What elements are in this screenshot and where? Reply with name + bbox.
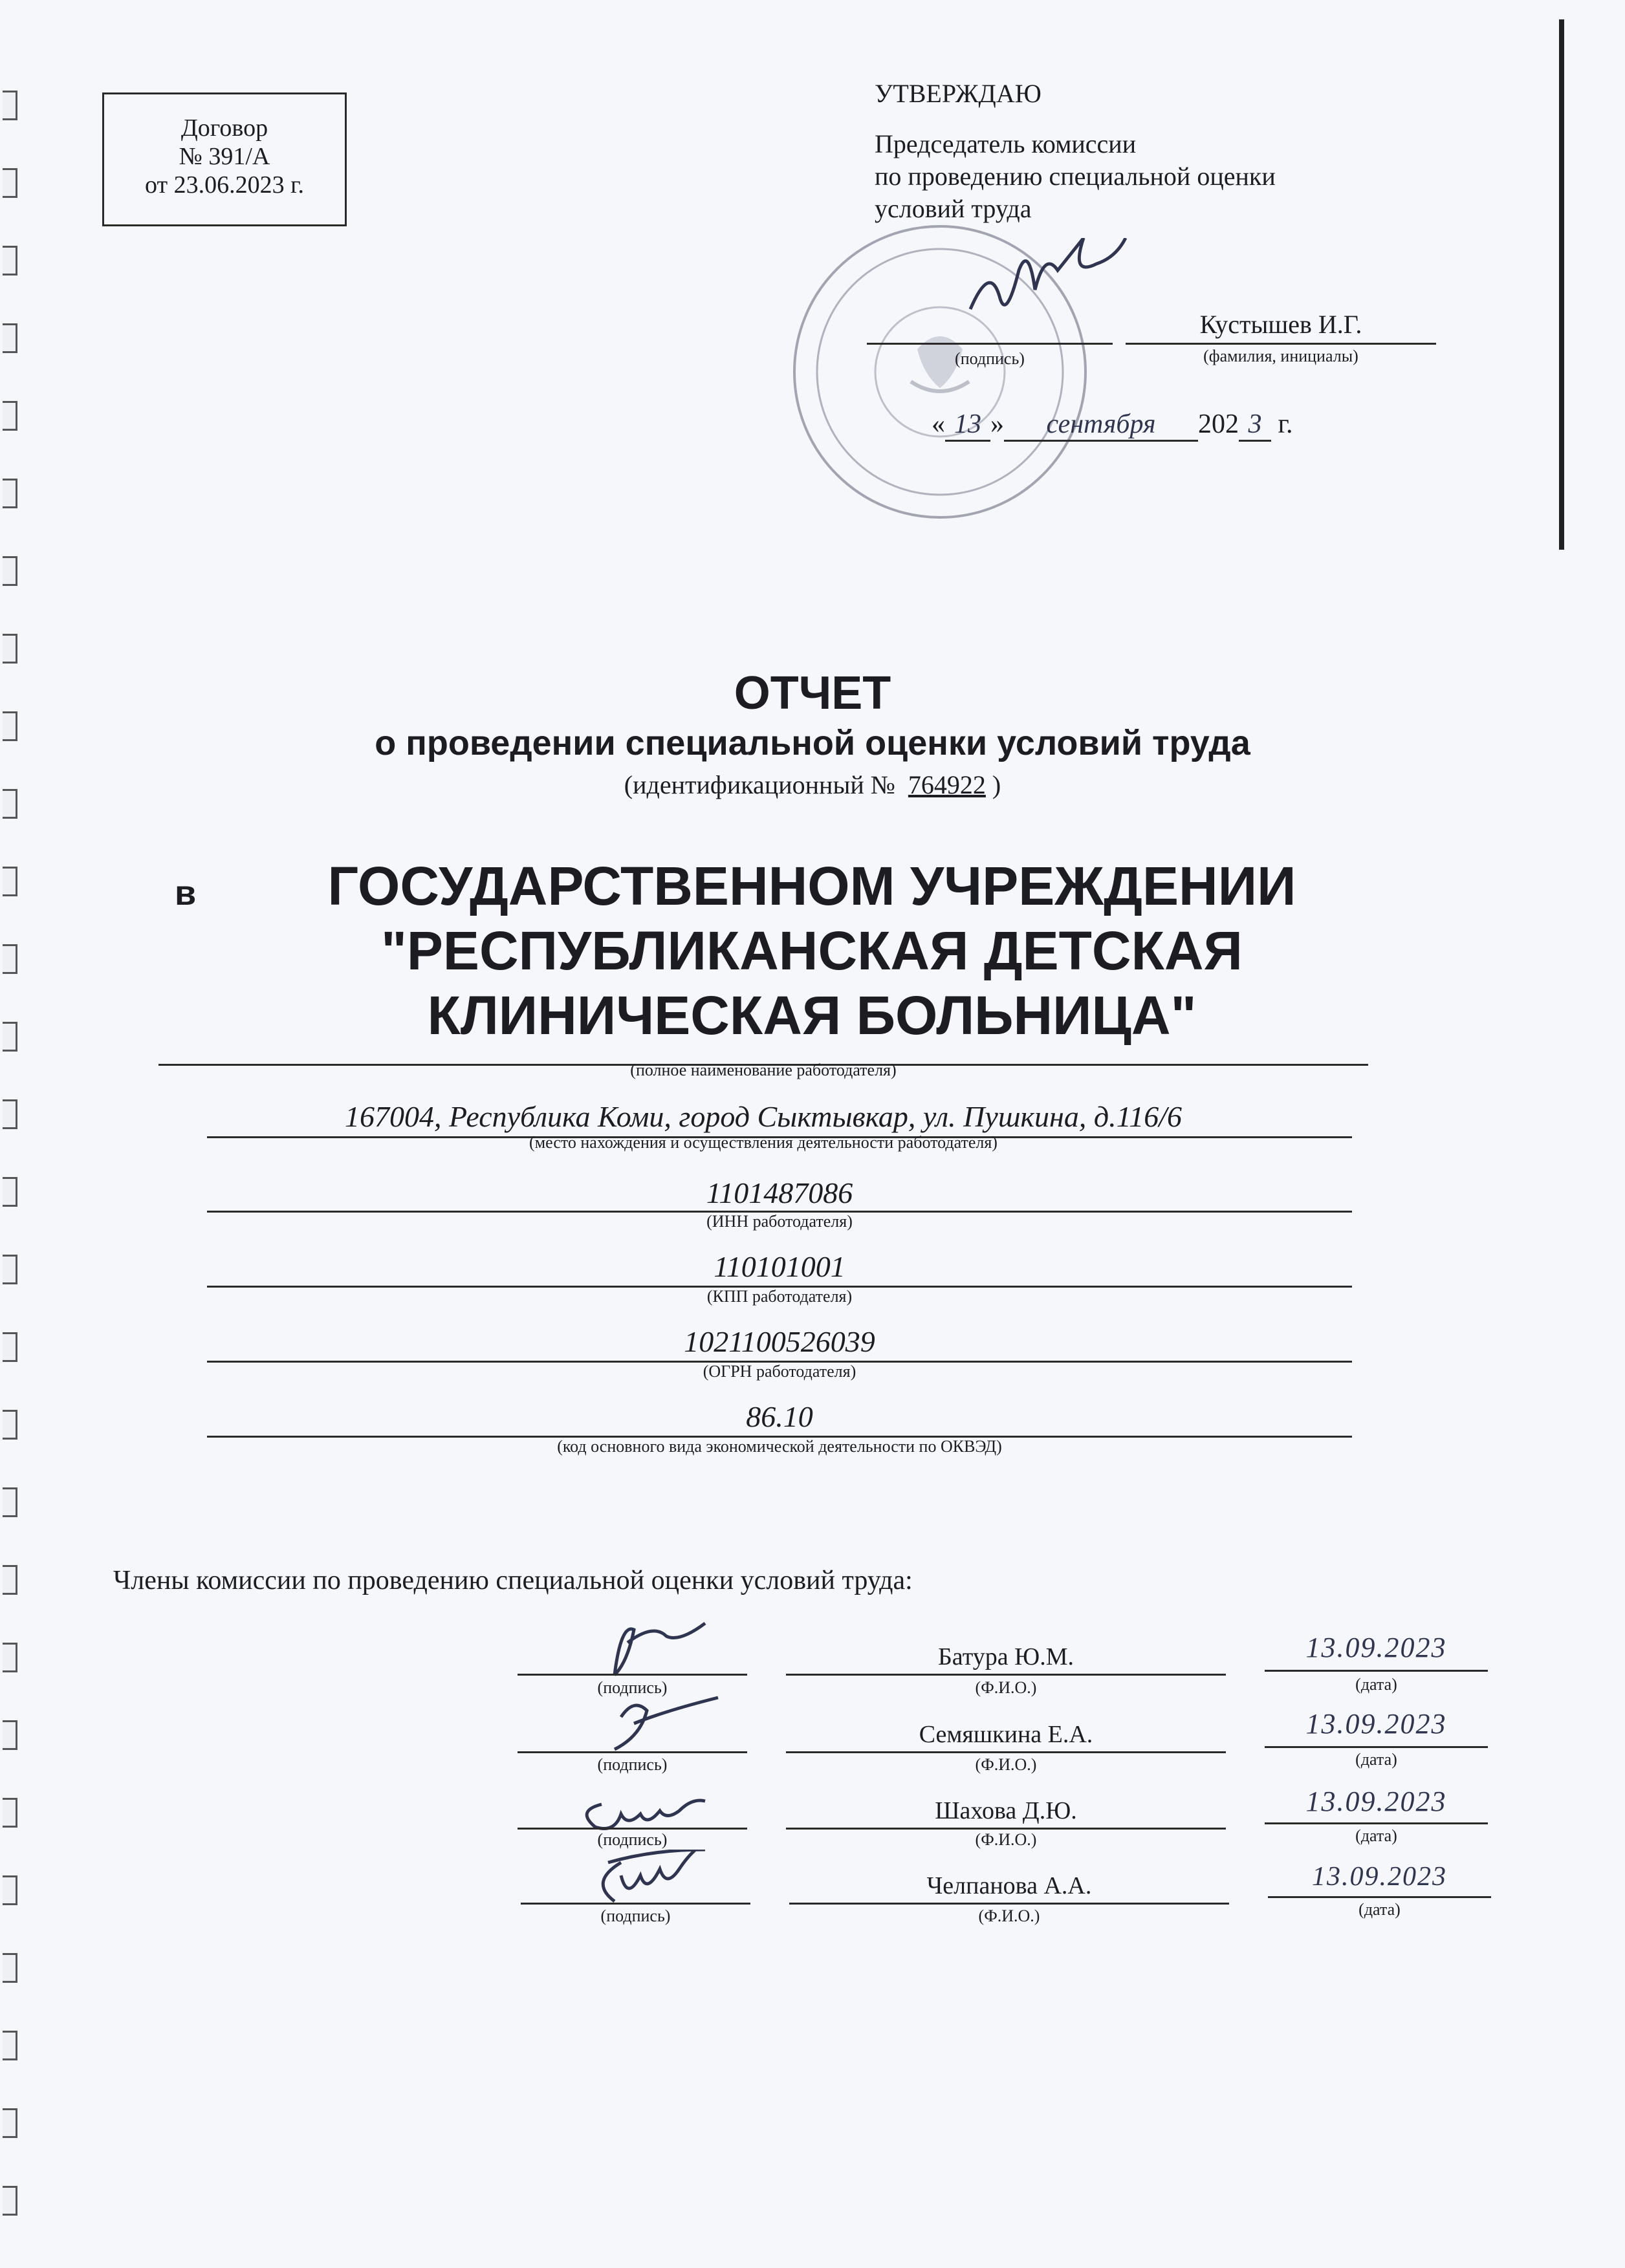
member-4-date-line xyxy=(1268,1896,1491,1898)
binding-hole xyxy=(3,789,17,819)
binding-hole xyxy=(3,1798,17,1828)
commission-title: Члены комиссии по проведению специальной оценки условий труда: xyxy=(113,1566,913,1595)
employer-inn-caption: (ИНН работодателя) xyxy=(706,1212,853,1231)
member-2-date-caption: (дата) xyxy=(1355,1750,1397,1769)
approval-date xyxy=(932,409,1293,442)
member-4-date: 13.09.2023 xyxy=(1312,1862,1447,1892)
employer-name-line3: КЛИНИЧЕСКАЯ БОЛЬНИЦА" xyxy=(427,985,1197,1046)
chairman-name: Кустышев И.Г. xyxy=(1199,310,1362,339)
member-3-signature-line xyxy=(518,1828,747,1830)
employer-okved-caption: (код основного вида экономической деятельности по ОКВЭД) xyxy=(557,1437,1002,1456)
member-2-name-line xyxy=(786,1751,1226,1753)
binding-hole xyxy=(3,711,17,741)
member-2-date: 13.09.2023 xyxy=(1305,1708,1447,1740)
binding-hole xyxy=(3,867,17,896)
member-4-name-caption: (Ф.И.О.) xyxy=(978,1906,1040,1925)
member-1-name-caption: (Ф.И.О.) xyxy=(975,1678,1037,1697)
report-id-number: 764922 xyxy=(908,770,986,799)
member-3-date-caption: (дата) xyxy=(1355,1826,1397,1845)
member-3-name-line xyxy=(786,1828,1226,1830)
contract-number: № 391/А xyxy=(179,143,270,170)
date-year-suffix: 3 xyxy=(1239,409,1271,442)
date-quote-open: « xyxy=(932,409,945,439)
member-4-name: Челпанова А.А. xyxy=(926,1872,1092,1899)
employer-ogrn-caption: (ОГРН работодателя) xyxy=(703,1362,856,1381)
approval-block xyxy=(875,78,1457,225)
member-signature-1 xyxy=(582,1610,712,1681)
binding-hole xyxy=(3,323,17,353)
date-year-g: г. xyxy=(1278,409,1293,439)
employer-name xyxy=(220,854,1404,1048)
binding-hole xyxy=(3,1332,17,1362)
member-1-signature-caption: (подпись) xyxy=(597,1678,668,1697)
contract-date: от 23.06.2023 г. xyxy=(145,171,304,199)
contract-label: Договор xyxy=(180,114,268,142)
employer-address-caption: (место нахождения и осуществления деятельности работодателя) xyxy=(529,1133,998,1152)
report-id-suffix: ) xyxy=(992,770,1001,799)
report-title-block xyxy=(129,666,1496,805)
binding-hole xyxy=(3,1643,17,1672)
binding-hole xyxy=(3,1255,17,1284)
binding-hole xyxy=(3,1875,17,1905)
binding-hole xyxy=(3,91,17,120)
binding-hole xyxy=(3,1099,17,1129)
report-title: ОТЧЕТ xyxy=(734,667,891,719)
approval-position-line2: по проведению специальной оценки xyxy=(875,162,1276,191)
date-quote-close: » xyxy=(990,409,1004,439)
binding-hole xyxy=(3,634,17,664)
binding-hole xyxy=(3,1022,17,1052)
employer-prefix: в xyxy=(175,874,197,913)
member-1-name: Батура Ю.М. xyxy=(937,1643,1074,1670)
member-4-date-caption: (дата) xyxy=(1358,1900,1401,1919)
approval-position-line3: условий труда xyxy=(875,194,1032,223)
binding-hole xyxy=(3,2108,17,2138)
binding-hole xyxy=(3,1487,17,1517)
member-1-date-line xyxy=(1265,1670,1488,1672)
contract-box xyxy=(102,92,347,226)
employer-ogrn: 1021100526039 xyxy=(684,1325,875,1358)
report-subtitle: о проведении специальной оценки условий труда xyxy=(375,724,1250,762)
chairman-name-caption: (фамилия, инициалы) xyxy=(1203,347,1358,365)
binding-hole xyxy=(3,246,17,275)
chairman-name-line xyxy=(1126,343,1436,345)
member-1-date: 13.09.2023 xyxy=(1305,1632,1447,1663)
member-4-signature-line xyxy=(521,1903,750,1905)
employer-name-line2: "РЕСПУБЛИКАНСКАЯ ДЕТСКАЯ xyxy=(381,920,1243,981)
member-2-name: Семяшкина Е.А. xyxy=(919,1721,1093,1748)
member-4-signature-caption: (подпись) xyxy=(600,1906,671,1925)
member-1-date-caption: (дата) xyxy=(1355,1675,1397,1694)
approval-heading: УТВЕРЖДАЮ xyxy=(875,79,1042,108)
member-1-name-line xyxy=(786,1674,1226,1676)
member-3-name: Шахова Д.Ю. xyxy=(935,1797,1077,1824)
member-4-name-line xyxy=(789,1903,1229,1905)
page-edge-shadow xyxy=(1559,19,1564,550)
chairman-signature xyxy=(964,238,1132,335)
date-year-prefix: 202 xyxy=(1198,409,1239,439)
employer-name-line1: ГОСУДАРСТВЕННОМ УЧРЕЖДЕНИИ xyxy=(327,856,1296,916)
binding-hole xyxy=(3,1410,17,1440)
binding-hole xyxy=(3,944,17,974)
employer-kpp: 110101001 xyxy=(714,1250,845,1283)
employer-name-caption: (полное наименование работодателя) xyxy=(630,1061,897,1079)
chairman-signature-caption: (подпись) xyxy=(955,349,1025,368)
binding-hole xyxy=(3,401,17,431)
date-month: сентября xyxy=(1004,409,1198,442)
member-1-signature-line xyxy=(518,1674,747,1676)
member-3-signature-caption: (подпись) xyxy=(597,1830,668,1849)
employer-kpp-caption: (КПП работодателя) xyxy=(706,1287,853,1306)
member-2-signature-caption: (подпись) xyxy=(597,1755,668,1774)
binding-hole xyxy=(3,2186,17,2216)
binding-hole xyxy=(3,1565,17,1595)
binding-hole xyxy=(3,479,17,508)
binding-hole xyxy=(3,1953,17,1983)
report-identification xyxy=(129,766,1496,805)
chairman-signature-line xyxy=(867,343,1113,345)
member-2-name-caption: (Ф.И.О.) xyxy=(975,1755,1037,1774)
approval-position-line1: Председатель комиссии xyxy=(875,129,1137,158)
binding-hole xyxy=(3,168,17,198)
binding-hole xyxy=(3,556,17,586)
binding-hole xyxy=(3,1720,17,1750)
report-id-prefix: (идентификационный № xyxy=(624,770,895,799)
member-2-date-line xyxy=(1265,1746,1488,1748)
binding-hole xyxy=(3,2031,17,2060)
member-3-date-line xyxy=(1265,1822,1488,1824)
employer-inn: 1101487086 xyxy=(706,1176,853,1209)
member-2-signature-line xyxy=(518,1751,747,1753)
member-3-name-caption: (Ф.И.О.) xyxy=(975,1830,1037,1849)
employer-okved: 86.10 xyxy=(746,1400,813,1433)
binding-hole xyxy=(3,1177,17,1207)
date-day: 13 xyxy=(945,409,990,442)
member-3-date: 13.09.2023 xyxy=(1305,1786,1447,1817)
employer-address: 167004, Республика Коми, город Сыктывкар, ул. Пушкина, д.116/6 xyxy=(344,1100,1183,1133)
